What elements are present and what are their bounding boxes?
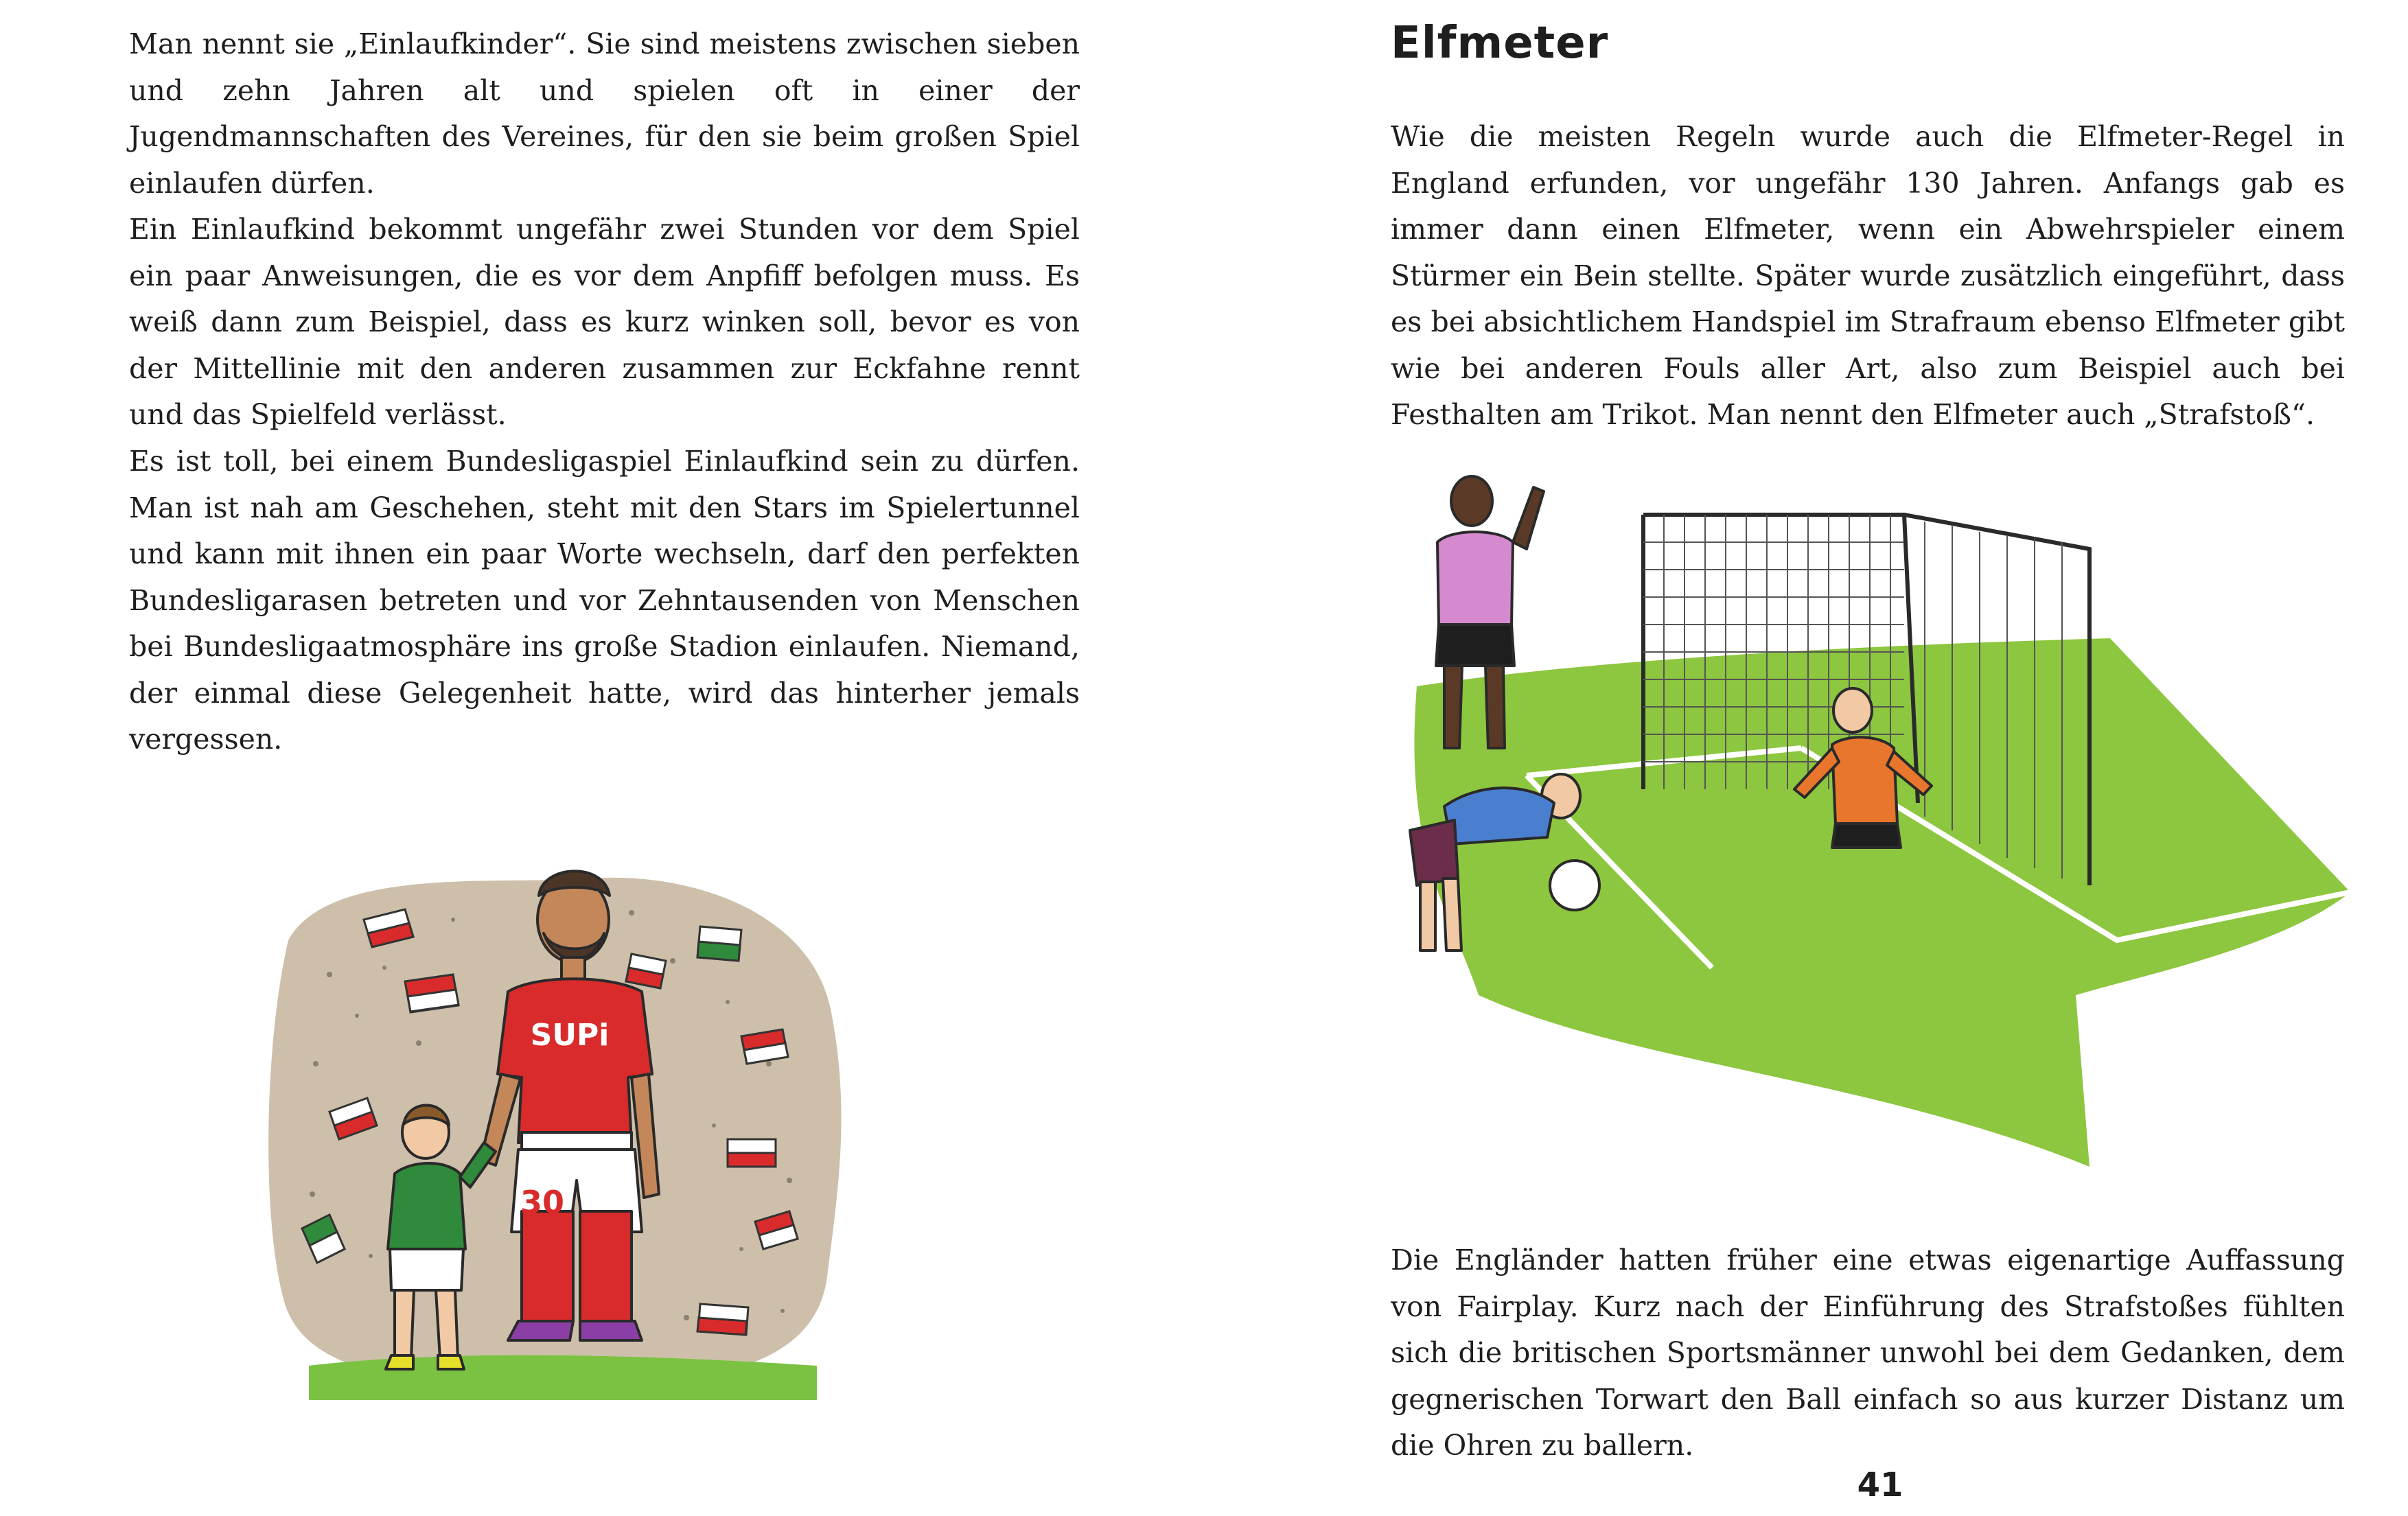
shorts-number: 30 [520,1184,565,1221]
jersey-text: SUPi [530,1018,610,1053]
paragraph-elfmeter-regel: Wie die meisten Regeln wurde auch die Elfmeter-Regel in England erfunden, vor ungefähr 130 Jahren. Anfangs gab es immer dann einen Elfmeter, wenn ein Abwehrspieler einem Stürmer ein Bein stellte. Später wurde zusätzlich eingeführt, dass es bei absichtlichem Handspiel im Strafraum ebenso Elfmeter gibt wie bei anderen Fouls aller Art, also zum Beispiel auch bei Festhalten am Trikot. Man nennt den Elfmeter auch „Strafstoß“. [1391,120,2345,431]
section-heading-elfmeter: Elfmeter [1391,18,1609,69]
paragraph-einlaufkinder-intro: Man nennt sie „Einlaufkinder“. Sie sind meistens zwischen sieben und zehn Jahren alt und spielen oft in einer der Jugendmannschaften des Vereines, für den sie beim großen Spiel einlaufen dürfen. [129,27,1080,200]
right-page [1204,0,2408,1516]
paragraph-bundesliga-erlebnis: Es ist toll, bei einem Bundesligaspiel Einlaufkind sein zu dürfen. Man ist nah am Geschehen, steht mit den Stars im Spielertunnel und kann mit ihnen ein paar Worte wechseln, darf den perfekten Bundesligarasen betreten und vor Zehntausenden von Menschen bei Bundesligaatmosphäre ins große Stadion einlaufen. Niemand, der einmal diese Gelegenheit hatte, wird das hinterher jemals vergessen. [129,445,1080,756]
paragraph-einlaufkind-anweisungen: Ein Einlaufkind bekommt ungefähr zwei Stunden vor dem Spiel ein paar Anweisungen, die es vor dem Anpfiff befolgen muss. Es weiß dann zum Beispiel, dass es kurz winken soll, bevor es von der Mittellinie mit den anderen zusammen zur Eckfahne rennt und das Spielfeld verlässt. [129,213,1080,431]
illustration-player-with-mascot-child [247,837,851,1400]
page-number: 41 [1857,1466,1903,1504]
paragraph-fairplay-englaender: Die Engländer hatten früher eine etwas eigenartige Auffassung von Fairplay. Kurz nach der Einführung des Strafstoßes fühlten sich die britischen Sportsmänner unwohl bei dem Gedanken, dem gegnerischen Torwart den Ball einfach so aus kurzer Distanz um die Ohren zu ballern. [1391,1244,2345,1462]
illustration-penalty-kick [1389,474,2371,1187]
